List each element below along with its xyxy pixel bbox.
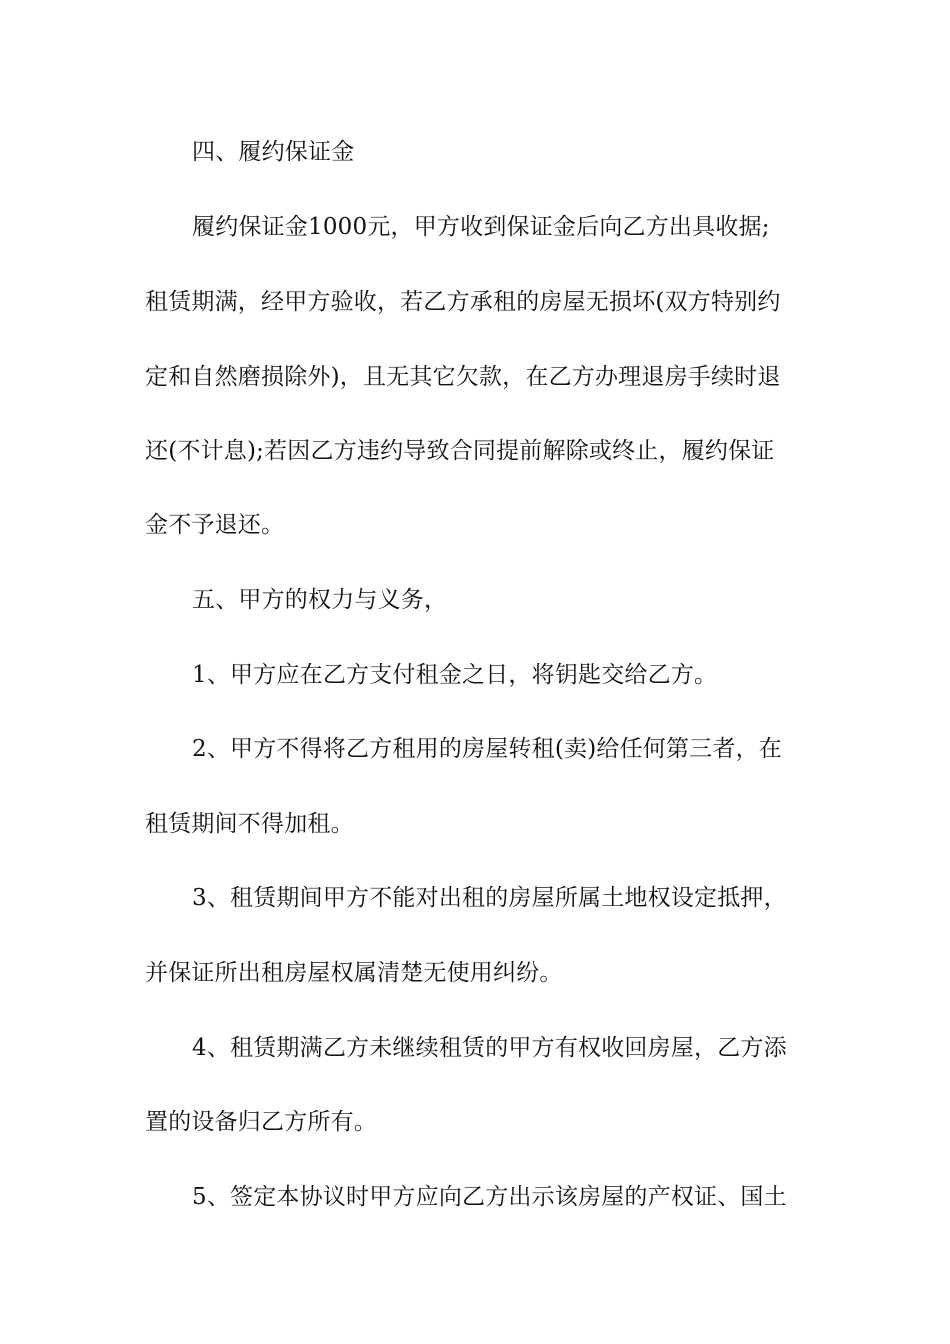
list-item-3-continued: 并保证所出租房屋权属清楚无使用纠纷。 [145, 960, 563, 986]
list-item-4: 4、租赁期满乙方未继续租赁的甲方有权收回房屋，乙方添 [192, 1035, 787, 1061]
paragraph-line: 金不予退还。 [145, 512, 285, 538]
paragraph-line: 定和自然磨损除外)，且无其它欠款，在乙方办理退房手续时退 [145, 364, 781, 390]
section-4-heading: 四、履约保证金 [192, 139, 355, 165]
section-5-heading: 五、甲方的权力与义务， [192, 587, 448, 613]
list-item-5: 5、签定本协议时甲方应向乙方出示该房屋的产权证、国土 [192, 1184, 787, 1210]
paragraph-line: 还(不计息);若因乙方违约导致合同提前解除或终止，履约保证 [145, 438, 775, 464]
list-item-1: 1、甲方应在乙方支付租金之日，将钥匙交给乙方。 [192, 662, 718, 688]
list-item-2-continued: 租赁期间不得加租。 [145, 811, 354, 837]
paragraph-line: 履约保证金1000元，甲方收到保证金后向乙方出具收据; [192, 214, 770, 240]
list-item-2: 2、甲方不得将乙方租用的房屋转租(卖)给任何第三者，在 [192, 736, 782, 762]
list-item-4-continued: 置的设备归乙方所有。 [145, 1109, 377, 1135]
paragraph-line: 租赁期满，经甲方验收，若乙方承租的房屋无损坏(双方特别约 [145, 289, 781, 315]
list-item-3: 3、租赁期间甲方不能对出租的房屋所属土地权设定抵押， [192, 885, 787, 911]
